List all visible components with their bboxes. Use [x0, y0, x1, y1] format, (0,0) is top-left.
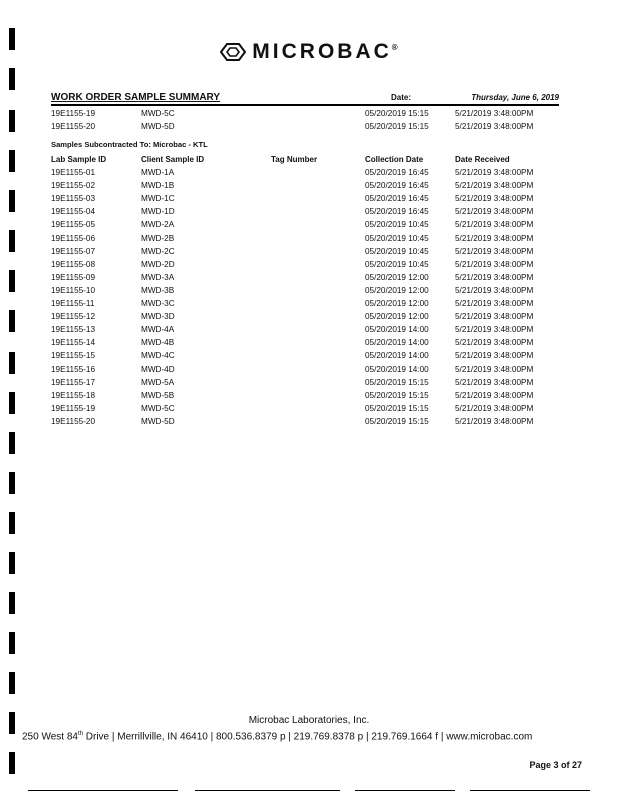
collection-date: 05/20/2019 16:45: [365, 194, 429, 204]
lab-sample-id: 19E1155-03: [51, 194, 96, 204]
lab-sample-id: 19E1155-10: [51, 285, 96, 295]
date-received: 5/21/2019 3:48:00PM: [455, 194, 534, 204]
collection-date: 05/20/2019 16:45: [365, 168, 429, 177]
scan-edge-mark: [9, 352, 15, 374]
collection-date: 05/20/2019 14:00: [365, 364, 429, 374]
client-sample-id: MWD-5C: [141, 109, 175, 118]
lab-sample-id: 19E1155-01: [51, 168, 96, 177]
collection-date: 05/20/2019 10:45: [365, 233, 429, 243]
date-received: 5/21/2019 3:48:00PM: [455, 109, 534, 118]
collection-date: 05/20/2019 14:00: [365, 351, 429, 361]
client-sample-id: MWD-4D: [141, 364, 175, 374]
date-received: 5/21/2019 3:48:00PM: [455, 299, 534, 308]
date-received: 5/21/2019 3:48:00PM: [455, 207, 534, 217]
collection-date: 05/20/2019 15:15: [365, 109, 429, 118]
date-received: 5/21/2019 3:48:00PM: [455, 338, 534, 348]
date-received: 5/21/2019 3:48:00PM: [455, 285, 534, 295]
footer-company: Microbac Laboratories, Inc.: [248, 715, 370, 726]
column-header-lab-id: Lab Sample ID: [51, 155, 107, 164]
scan-edge-mark: [9, 632, 15, 654]
company-logo: [0, 40, 618, 66]
lab-sample-id: 19E1155-12: [51, 312, 96, 322]
collection-date: 05/20/2019 16:45: [365, 207, 429, 217]
scan-edge-mark: [9, 310, 15, 332]
date-received: 5/21/2019 3:48:00PM: [455, 390, 534, 400]
date-received: 5/21/2019 3:48:00PM: [455, 351, 534, 361]
logo-wordmark: MICROBAC®: [252, 40, 398, 63]
collection-date: 05/20/2019 12:00: [365, 272, 429, 282]
column-header-tag: Tag Number: [271, 155, 318, 164]
page-edge-line: [355, 790, 455, 791]
date-received: 5/21/2019 3:48:00PM: [455, 325, 534, 335]
date-received: 5/21/2019 3:48:00PM: [455, 181, 534, 191]
lab-sample-id: 19E1155-13: [51, 325, 96, 335]
lab-sample-id: 19E1155-08: [51, 259, 96, 269]
collection-date: 05/20/2019 12:00: [365, 285, 429, 295]
scan-edge-mark: [9, 672, 15, 694]
scan-edge-mark: [9, 68, 15, 90]
client-sample-id: MWD-4A: [141, 325, 175, 335]
date-received: 5/21/2019 3:48:00PM: [455, 416, 534, 426]
date-received: 5/21/2019 3:48:00PM: [455, 312, 534, 322]
client-sample-id: MWD-5C: [141, 403, 175, 413]
lab-sample-id: 19E1155-05: [51, 220, 96, 230]
collection-date: 05/20/2019 12:00: [365, 299, 429, 308]
client-sample-id: MWD-5A: [141, 377, 175, 387]
collection-date: 05/20/2019 15:15: [365, 416, 429, 426]
subcontract-heading: Samples Subcontracted To: Microbac - KTL: [51, 140, 208, 149]
client-sample-id: MWD-1B: [141, 181, 175, 191]
lab-sample-id: 19E1155-19: [51, 109, 96, 118]
date-received: 5/21/2019 3:48:00PM: [455, 272, 534, 282]
client-sample-id: MWD-2B: [141, 233, 175, 243]
collection-date: 05/20/2019 10:45: [365, 246, 429, 256]
column-header-received: Date Received: [455, 155, 510, 164]
client-sample-id: MWD-4C: [141, 351, 175, 361]
page-edge-line: [470, 790, 590, 791]
date-received: 5/21/2019 3:48:00PM: [455, 168, 534, 177]
scan-edge-mark: [9, 472, 15, 494]
client-sample-id: MWD-3C: [141, 299, 175, 308]
lab-sample-id: 19E1155-02: [51, 181, 96, 191]
header-rule: [51, 104, 559, 106]
collection-date: 05/20/2019 15:15: [365, 377, 429, 387]
lab-sample-id: 19E1155-15: [51, 351, 96, 361]
page-edge-line: [195, 790, 340, 791]
lab-sample-id: 19E1155-17: [51, 377, 96, 387]
scan-edge-mark: [9, 512, 15, 534]
date-received: 5/21/2019 3:48:00PM: [455, 233, 534, 243]
lab-sample-id: 19E1155-04: [51, 207, 96, 217]
client-sample-id: MWD-3D: [141, 312, 175, 322]
scan-edge-mark: [9, 150, 15, 172]
date-received: 5/21/2019 3:48:00PM: [455, 246, 534, 256]
microbac-logo-icon: [220, 43, 246, 61]
collection-date: 05/20/2019 10:45: [365, 220, 429, 230]
footer-address: 250 West 84th Drive | Merrillville, IN 46410 | 800.536.8379 p | 219.769.8378 p | 219.769.1664 f | www.microbac.com: [22, 731, 533, 743]
client-sample-id: MWD-5B: [141, 390, 175, 400]
date-received: 5/21/2019 3:48:00PM: [455, 220, 534, 230]
scan-edge-mark: [9, 432, 15, 454]
client-sample-id: MWD-3B: [141, 285, 175, 295]
column-header-client-id: Client Sample ID: [141, 155, 205, 164]
lab-sample-id: 19E1155-18: [51, 390, 96, 400]
date-received: 5/21/2019 3:48:00PM: [455, 259, 534, 269]
client-sample-id: MWD-2A: [141, 220, 175, 230]
lab-sample-id: 19E1155-07: [51, 246, 96, 256]
collection-date: 05/20/2019 10:45: [365, 259, 429, 269]
scan-edge-mark: [9, 110, 15, 132]
scan-edge-mark: [9, 230, 15, 252]
scan-edge-mark: [9, 392, 15, 414]
client-sample-id: MWD-5D: [141, 122, 175, 131]
lab-sample-id: 19E1155-14: [51, 338, 96, 348]
lab-sample-id: 19E1155-20: [51, 416, 96, 426]
client-sample-id: MWD-3A: [141, 272, 175, 282]
date-received: 5/21/2019 3:48:00PM: [455, 403, 534, 413]
collection-date: 05/20/2019 15:15: [365, 403, 429, 413]
lab-sample-id: 19E1155-19: [51, 403, 96, 413]
lab-sample-id: 19E1155-11: [51, 299, 95, 308]
client-sample-id: MWD-1D: [141, 207, 175, 217]
page-number: Page 3 of 27: [529, 760, 582, 770]
scan-edge-mark: [9, 752, 15, 774]
collection-date: 05/20/2019 14:00: [365, 325, 429, 335]
client-sample-id: MWD-1A: [141, 168, 175, 177]
scan-edge-mark: [9, 270, 15, 292]
date-received: 5/21/2019 3:48:00PM: [455, 377, 534, 387]
date-label: Date:: [391, 93, 412, 102]
client-sample-id: MWD-2C: [141, 246, 175, 256]
scan-edge-mark: [9, 592, 15, 614]
date-received: 5/21/2019 3:48:00PM: [455, 122, 534, 131]
report-title: WORK ORDER SAMPLE SUMMARY: [51, 92, 221, 103]
client-sample-id: MWD-4B: [141, 338, 175, 348]
client-sample-id: MWD-1C: [141, 194, 175, 204]
client-sample-id: MWD-5D: [141, 416, 175, 426]
scan-edge-mark: [9, 552, 15, 574]
client-sample-id: MWD-2D: [141, 259, 175, 269]
column-header-collection: Collection Date: [365, 155, 424, 164]
lab-sample-id: 19E1155-09: [51, 272, 96, 282]
lab-sample-id: 19E1155-20: [51, 122, 96, 131]
collection-date: 05/20/2019 15:15: [365, 122, 429, 131]
collection-date: 05/20/2019 16:45: [365, 181, 429, 191]
scan-edge-mark: [9, 190, 15, 212]
collection-date: 05/20/2019 15:15: [365, 390, 429, 400]
date-received: 5/21/2019 3:48:00PM: [455, 364, 534, 374]
collection-date: 05/20/2019 14:00: [365, 338, 429, 348]
collection-date: 05/20/2019 12:00: [365, 312, 429, 322]
page-edge-line: [28, 790, 178, 791]
report-date: Thursday, June 6, 2019: [471, 93, 559, 102]
lab-sample-id: 19E1155-06: [51, 233, 96, 243]
lab-sample-id: 19E1155-16: [51, 364, 96, 374]
